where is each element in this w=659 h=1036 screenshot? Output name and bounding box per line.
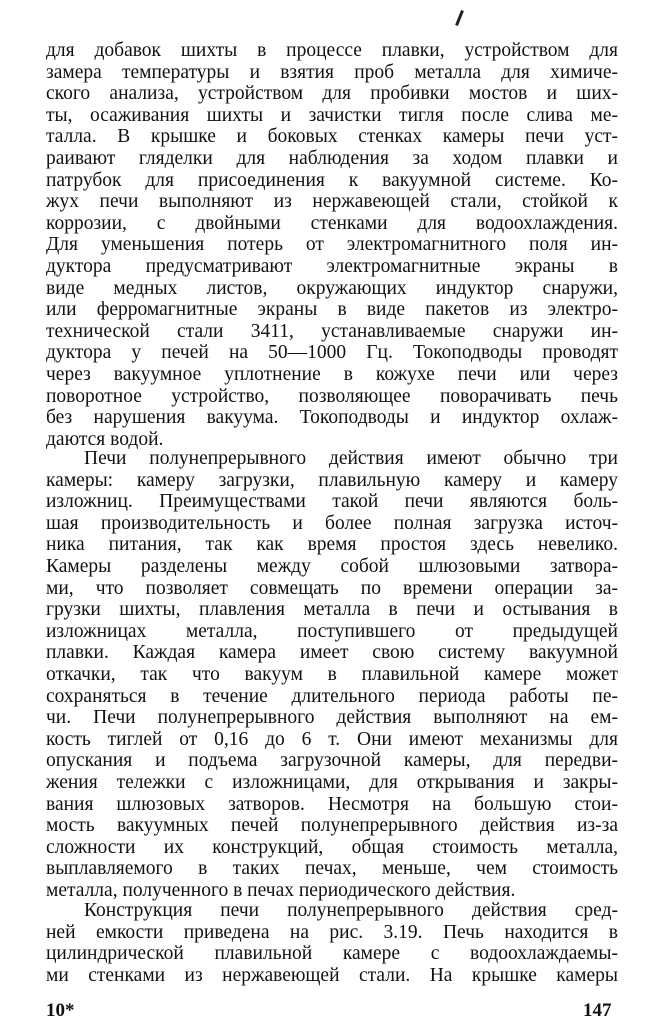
text-line: сложности их конструкций, общая стоимость металла, [46, 836, 618, 858]
text-line: виде медных листов, окружающих индуктор снаружи, [46, 277, 618, 299]
text-line: Для уменьшения потерь от электромагнитного поля ин- [46, 234, 618, 256]
text-line: плавки. Каждая камера имеет свою систему вакуумной [46, 642, 618, 664]
text-line: чи. Печи полунепрерывного действия выполняют на ем- [46, 707, 618, 729]
text-line: замера температуры и взятия проб металла для химиче- [46, 61, 618, 83]
text-line: жения тележки с изложницами, для открывания и закры- [46, 771, 618, 793]
scan-mark [455, 10, 464, 26]
text-line: кость тиглей от 0,16 до 6 т. Они имеют механизмы для [46, 728, 618, 750]
paragraph-3 [46, 900, 618, 986]
text-line: металла, полученного в печах периодического действия. [46, 879, 516, 901]
text-line: изложницах металла, поступившего от предыдущей [46, 620, 618, 642]
text-line: Камеры разделены между собой шлюзовыми затвора- [46, 555, 618, 577]
text-line: ника питания, так как время простоя здесь невелико. [46, 534, 618, 556]
text-line: патрубок для присоединения к вакуумной системе. Ко- [46, 169, 618, 191]
text-line: даются водой. [46, 428, 164, 450]
paragraph-2 [46, 448, 618, 901]
text-line: жух печи выполняют из нержавеющей стали, стойкой к [46, 191, 618, 213]
paragraph-1 [46, 40, 618, 450]
text-line: камеры: камеру загрузки, плавильную камеру и камеру [46, 469, 618, 491]
text-line: вания шлюзовых затворов. Несмотря на большую стои- [46, 793, 618, 815]
text-line: дуктора предусматривают электромагнитные экраны в [46, 255, 618, 277]
text-line: сохраняться в течение длительного периода работы пе- [46, 685, 618, 707]
text-line: изложниц. Преимуществами такой печи являются боль- [46, 491, 618, 513]
text-line: через вакуумное уплотнение в кожухе печи или через [46, 363, 618, 385]
text-line: или ферромагнитные экраны в виде пакетов из электро- [46, 299, 618, 321]
text-line: ми, что позволяет совмещать по времени операции за- [46, 577, 618, 599]
text-line: ты, осаживания шихты и зачистки тигля после слива ме- [46, 104, 618, 126]
text-line: дуктора у печей на 50—1000 Гц. Токоподводы проводят [46, 342, 618, 364]
text-line: поворотное устройство, позволяющее поворачивать печь [46, 385, 618, 407]
text-line: для добавок шихты в процессе плавки, устройством для [46, 40, 618, 61]
text-line: раивают гляделки для наблюдения за ходом плавки и [46, 147, 618, 169]
text-line: ского анализа, устройством для пробивки мостов и ших- [46, 83, 618, 105]
text-line: Конструкция печи полунепрерывного действия сред- [84, 900, 618, 921]
text-line: шая производительность и более полная загрузка источ- [46, 512, 618, 534]
text-line: цилиндрической плавильной камере с водоохлаждаемы- [46, 943, 618, 965]
text-line: ней емкости приведена на рис. 3.19. Печь находится в [46, 921, 618, 943]
text-line: выплавляемого в таких печах, меньше, чем стоимость [46, 858, 618, 880]
text-line: технической стали 3411, устанавливаемые снаружи ин- [46, 320, 618, 342]
text-line: без нарушения вакуума. Токоподводы и индуктор охлаж- [46, 407, 618, 429]
signature-mark: 10* [46, 1000, 75, 1021]
text-line: опускания и подъема загрузочной камеры, для передви- [46, 750, 618, 772]
page-number: 147 [583, 1000, 612, 1021]
text-line: грузки шихты, плавления металла в печи и остывания в [46, 599, 618, 621]
text-line: коррозии, с двойными стенками для водоохлаждения. [46, 212, 618, 234]
text-line: мость вакуумных печей полунепрерывного действия из-за [46, 815, 618, 837]
text-line: ми стенками из нержавеющей стали. На крышке камеры [46, 964, 618, 986]
text-line: откачки, так что вакуум в плавильной камере может [46, 663, 618, 685]
text-line: Печи полунепрерывного действия имеют обычно три [84, 448, 618, 469]
text-line: талла. В крышке и боковых стенках камеры печи уст- [46, 126, 618, 148]
